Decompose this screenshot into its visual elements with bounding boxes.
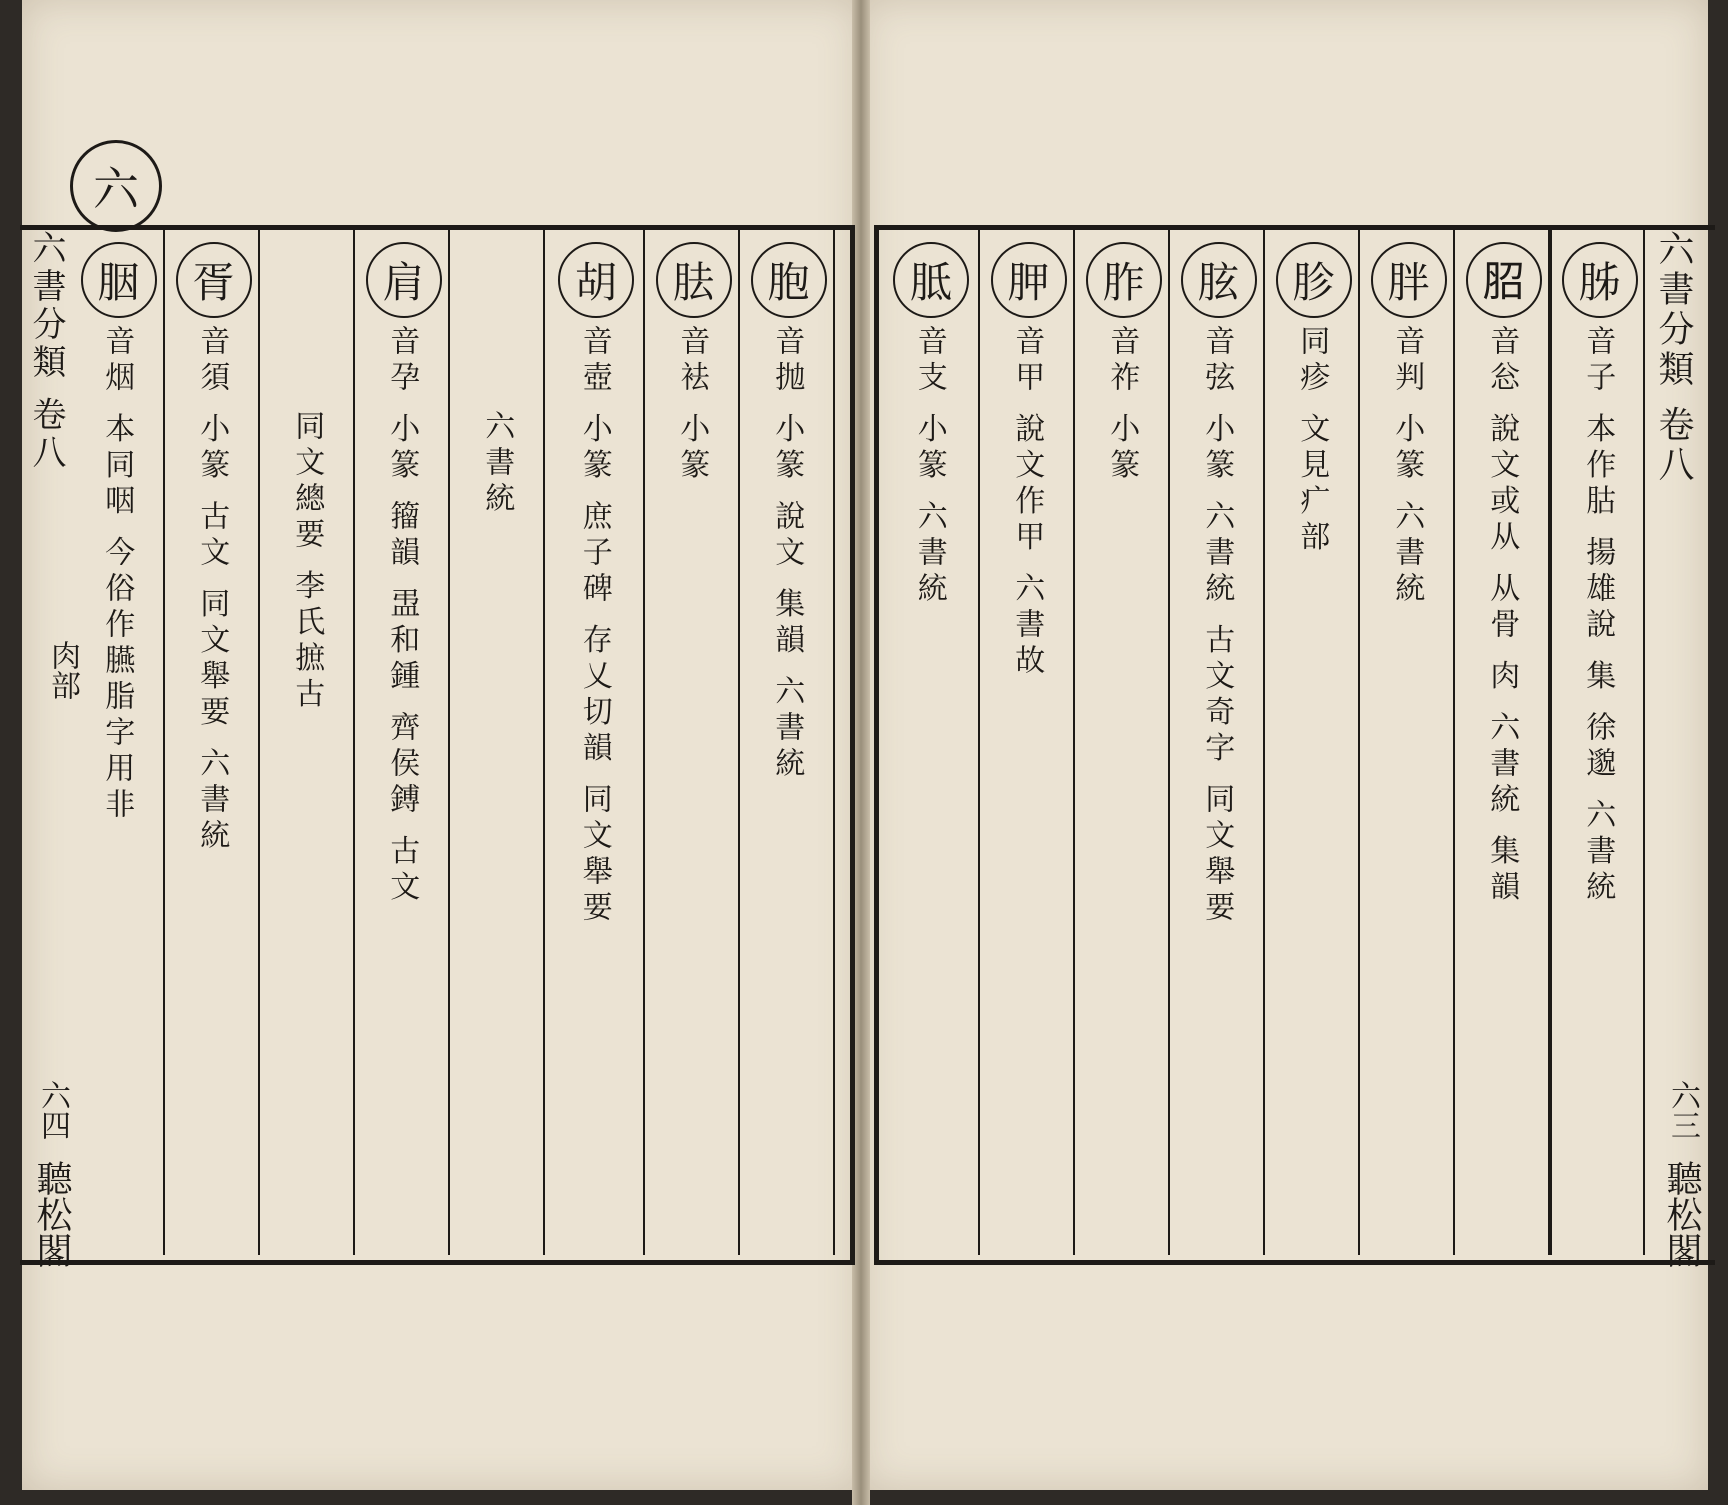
left-folio: 六四 [35, 1080, 70, 1140]
right-column [880, 230, 980, 1255]
head-char: 𦚔 [1466, 242, 1542, 318]
head-char: 胖 [1371, 242, 1447, 318]
entry-text: 同疹 文見疒部 [1294, 325, 1330, 557]
head-char: 胡 [558, 242, 634, 318]
entry-text: 音烟 本同咽 今俗作臙脂字用非 [99, 325, 135, 825]
head-char: 肩 [366, 242, 442, 318]
chapter-mark: 六 [70, 140, 162, 232]
left-column [450, 230, 545, 1255]
head-char: 胥 [176, 242, 252, 318]
entry-text: 音弦 小篆 六書統 古文奇字 同文舉要 [1199, 325, 1235, 928]
left-hall: 聽松閣 [31, 1160, 72, 1268]
entry-text: 音袪 小篆 [674, 325, 710, 485]
entry-text: 音須 小篆 古文 同文舉要 六書統 [194, 325, 230, 856]
right-column [1550, 230, 1645, 1255]
right-folio: 六三 [1665, 1080, 1700, 1140]
entry-text: 音抛 小篆 說文 集韻 六書統 [769, 325, 805, 784]
head-char: 胞 [751, 242, 827, 318]
head-char: 胗 [1276, 242, 1352, 318]
right-column [1265, 230, 1360, 1255]
left-section: 肉部 [45, 640, 80, 700]
left-column [165, 230, 260, 1255]
left-column [545, 230, 645, 1255]
right-margin-title [1648, 230, 1699, 485]
left-title: 六書分類 卷八 [26, 230, 66, 473]
head-char: 胘 [1181, 242, 1257, 318]
head-char: 胭 [81, 242, 157, 318]
right-column [1455, 230, 1550, 1255]
left-column [260, 230, 355, 1255]
entry-text: 音甲 說文作甲 六書故 [1009, 325, 1045, 681]
entry-text: 同文總要 李氏摭古 [289, 410, 325, 714]
left-column [645, 230, 740, 1255]
head-char: 胠 [656, 242, 732, 318]
entry-text: 音支 小篆 六書統 [911, 325, 947, 609]
head-char: 胛 [991, 242, 1067, 318]
right-hall: 聽松閣 [1661, 1160, 1702, 1268]
entry-text: 音祚 小篆 [1104, 325, 1140, 485]
left-column [355, 230, 450, 1255]
head-char: 胏 [1562, 242, 1638, 318]
entry-text: 音孕 小篆 籀韻 盄和鍾 齊侯鎛 古文 [384, 325, 420, 907]
entry-text: 音壺 小篆 庶子碑 存乂切韻 同文舉要 [576, 325, 612, 928]
right-column [1360, 230, 1455, 1255]
left-column [740, 230, 835, 1255]
entry-text: 音判 小篆 六書統 [1389, 325, 1425, 609]
right-column [980, 230, 1075, 1255]
left-column [70, 230, 165, 1255]
entry-text: 六書統 [479, 410, 515, 518]
right-column [1075, 230, 1170, 1255]
head-char: 胙 [1086, 242, 1162, 318]
right-title: 六書分類 卷八 [1653, 230, 1694, 486]
right-column [1170, 230, 1265, 1255]
head-char: 胝 [893, 242, 969, 318]
entry-text: 音忩 說文或从 从骨 肉 六書統 集韻 [1484, 325, 1520, 907]
entry-text: 音子 本作𦙶 揚雄說 集 徐邈 六書統 [1580, 325, 1616, 907]
left-margin-title [22, 230, 71, 473]
